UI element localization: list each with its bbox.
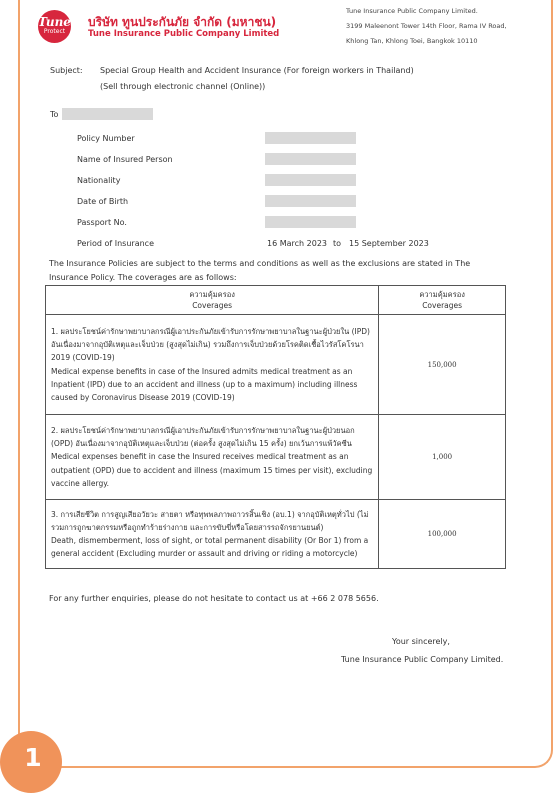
coverage-description xyxy=(46,500,379,569)
insured-name-label: Name of Insured Person xyxy=(77,155,173,164)
table-row xyxy=(46,315,506,415)
to-label: To xyxy=(50,110,59,119)
header-english: Coverages xyxy=(192,301,233,310)
date-of-birth-label: Date of Birth xyxy=(77,197,129,206)
coverage-thai: 2. ผลประโยชน์ค่ารักษาพยาบาลกรณีผู้เอาประกันภัยเข้ารับการรักษาพยาบาลในฐานะผู้ป่วยนอก (OPD) อันเนื่องมาจากอุบัติเหตุและเจ็บป่วย (ต่อครั้ง สูงสุดไม่เกิน 15 ครั้ง) ยกเว้นการแพ้วัคซีน xyxy=(51,425,355,449)
logo-text-tune: Tune xyxy=(38,15,71,29)
company-address xyxy=(346,4,507,49)
redacted-policy-number xyxy=(265,132,356,144)
period-to: 15 September 2023 xyxy=(349,239,429,248)
redacted-passport xyxy=(265,216,356,228)
subject-label: Subject: xyxy=(50,66,83,75)
coverage-description xyxy=(46,315,379,415)
address-line: Tune Insurance Public Company Limited. xyxy=(346,7,478,15)
header-coverages xyxy=(46,286,379,315)
table-row xyxy=(46,500,506,569)
header-thai: ความคุ้มครอง xyxy=(189,290,235,299)
address-line: 3199 Maleenont Tower 14th Floor, Rama IV Road, xyxy=(346,22,507,30)
coverage-amount: 1,000 xyxy=(379,415,506,500)
policy-number-label: Policy Number xyxy=(77,134,135,143)
redacted-date-of-birth xyxy=(265,195,356,207)
coverage-description xyxy=(46,415,379,500)
passport-label: Passport No. xyxy=(77,218,127,227)
page-number-badge: 1 xyxy=(0,731,62,793)
logo-text-protect: Protect xyxy=(43,28,66,35)
period-to-word: to xyxy=(333,239,342,248)
tune-protect-logo xyxy=(38,10,71,43)
coverage-english: Death, dismemberment, loss of sight, or total permanent disability (Or Bor 1) from a general accident (Excluding murder or assault and driving or riding a motorcycle) xyxy=(51,536,369,559)
header-amount xyxy=(379,286,506,315)
redacted-recipient xyxy=(62,108,153,120)
subject-line-2: (Sell through electronic channel (Online)) xyxy=(100,82,266,91)
closing-text: Your sincerely, xyxy=(392,637,450,646)
signature-company: Tune Insurance Public Company Limited. xyxy=(341,655,504,664)
header-thai: ความคุ้มครอง xyxy=(419,290,465,299)
header-english: Coverages xyxy=(422,301,463,310)
coverage-amount: 150,000 xyxy=(379,315,506,415)
coverage-thai: 1. ผลประโยชน์ค่ารักษาพยาบาลกรณีผู้เอาประกันภัยเข้ารับการรักษาพยาบาลในฐานะผู้ป่วยใน (IPD) อันเนื่องมาจากอุบัติเหตุและเจ็บป่วย (สูงสุดไม่เกิน) รวมถึงการเจ็บป่วยด้วยโรคติดเชื้อไวรัสโคโรนา 2019 (COVID-19) xyxy=(51,326,370,363)
redacted-nationality xyxy=(265,174,356,186)
coverage-table xyxy=(45,285,506,569)
enquiry-text: For any further enquiries, please do not hesitate to contact us at +66 2 078 5656. xyxy=(49,594,379,603)
intro-paragraph: The Insurance Policies are subject to the terms and conditions as well as the exclusions are stated in The Insurance Policy. The coverages are as follows: xyxy=(49,259,471,282)
redacted-insured-name xyxy=(265,153,356,165)
table-header-row xyxy=(46,286,506,315)
nationality-label: Nationality xyxy=(77,176,121,185)
coverage-english: Medical expenses benefit in case the Insured receives medical treatment as an outpatient (OPD) due to accident and illness (maximum 15 times per visit), excluding vaccine allergy. xyxy=(51,452,373,488)
company-name-english: Tune Insurance Public Company Limited xyxy=(88,29,280,39)
subject-line-1: Special Group Health and Accident Insurance (For foreign workers in Thailand) xyxy=(100,66,414,75)
company-name-thai: บริษัท ทูนประกันภัย จำกัด (มหาชน) xyxy=(88,15,277,29)
period-label: Period of Insurance xyxy=(77,239,154,248)
coverage-english: Medical expense benefits in case of the Insured admits medical treatment as an Inpatient (IPD) due to an accident and illness (up to a maximum) including illness caused by Coronavirus Disease 2019 (COVID-19) xyxy=(51,366,358,402)
coverage-amount: 100,000 xyxy=(379,500,506,569)
coverage-thai: 3. การเสียชีวิต การสูญเสียอวัยวะ สายตา หรือทุพพลภาพถาวรสิ้นเชิง (อบ.1) จากอุบัติเหตุทั่วไป (ไม่รวมการถูกฆาตกรรมหรือถูกทำร้ายร่างกาย และการขับขี่หรือโดยสารรถจักรยานยนต์) xyxy=(51,509,369,532)
table-row xyxy=(46,415,506,500)
address-line: Khlong Tan, Khlong Toei, Bangkok 10110 xyxy=(346,37,478,45)
period-from: 16 March 2023 xyxy=(267,239,328,248)
